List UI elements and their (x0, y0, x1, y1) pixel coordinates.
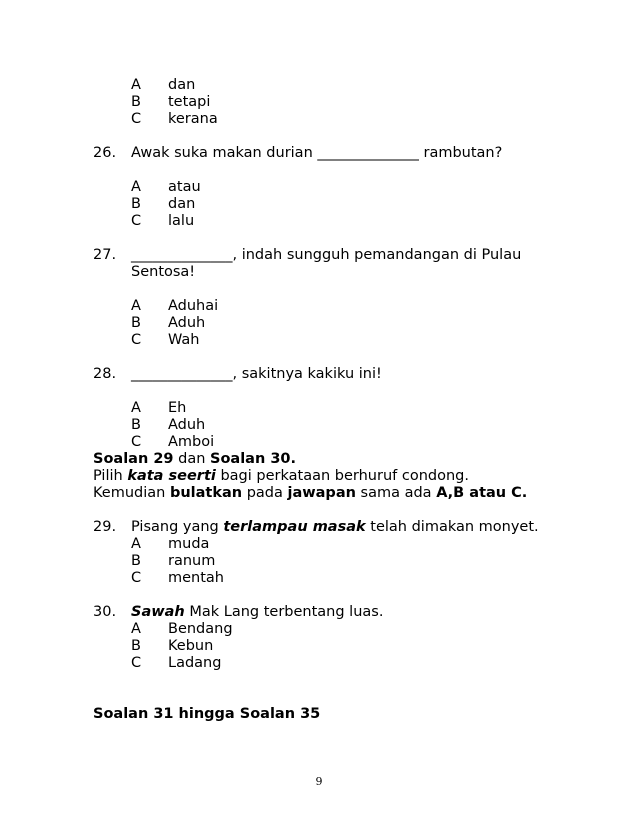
question-text (131, 604, 383, 621)
option-letter: C (131, 570, 142, 586)
option-letter: A (131, 536, 141, 552)
instruction-part: Kemudian (93, 485, 170, 501)
option-text: Eh (168, 400, 187, 416)
question-text: Awak suka makan durian ______________ rambutan? (131, 145, 503, 161)
instruction-part: jawapan (287, 485, 356, 501)
option-text: muda (168, 536, 210, 552)
question-part: Sawah (131, 604, 185, 620)
option-letter: A (131, 400, 141, 416)
option-letter: B (131, 417, 141, 433)
option-letter: C (131, 332, 142, 348)
option-text: ranum (168, 553, 216, 569)
instruction-part: kata seerti (127, 468, 216, 484)
option-letter: B (131, 315, 141, 331)
instruction-part: bulatkan (169, 485, 243, 501)
instruction-part: Pilih (93, 468, 128, 484)
instruction-part: A,B atau C. (436, 485, 528, 501)
question-part: terlampau masak (223, 519, 366, 535)
option-text: dan (168, 77, 196, 93)
option-letter: A (131, 621, 141, 637)
question-number: 28. (93, 366, 117, 382)
question-number: 29. (93, 519, 117, 535)
question-text: ______________, sakitnya kakiku ini! (131, 366, 382, 382)
option-text: Kebun (168, 638, 214, 654)
option-letter: C (131, 655, 142, 671)
question-text-line1: ______________, indah sungguh pemandangan di Pulau (131, 247, 522, 263)
option-text: tetapi (168, 94, 211, 110)
option-text: Aduhai (168, 298, 219, 314)
option-text: lalu (168, 213, 195, 229)
option-letter: B (131, 196, 141, 212)
option-letter: B (131, 638, 141, 654)
question-part: Mak Lang terbentang luas. (184, 604, 384, 620)
option-text: Aduh (168, 417, 206, 433)
option-letter: A (131, 179, 141, 195)
option-text: Wah (168, 332, 200, 348)
instruction-part: sama ada (355, 485, 437, 501)
question-text-line2: Sentosa! (131, 264, 196, 280)
question-text (131, 519, 539, 536)
option-text: Amboi (168, 434, 215, 450)
section-heading: Soalan 31 hingga Soalan 35 (93, 706, 321, 722)
heading-part: Soalan 29 (93, 451, 174, 467)
instruction-part: pada (242, 485, 288, 501)
question-number: 26. (93, 145, 117, 161)
heading-part: Soalan 30. (210, 451, 297, 467)
page-number: 9 (315, 775, 323, 788)
question-part: telah dimakan monyet. (365, 519, 539, 535)
option-letter: C (131, 213, 142, 229)
option-text: kerana (168, 111, 218, 127)
option-text: dan (168, 196, 196, 212)
question-part: Pisang yang (131, 519, 224, 535)
option-letter: C (131, 434, 142, 450)
option-letter: A (131, 298, 141, 314)
option-letter: B (131, 94, 141, 110)
instruction-line (93, 468, 469, 485)
option-text: Bendang (168, 621, 233, 637)
option-text: Ladang (168, 655, 222, 671)
question-number: 27. (93, 247, 117, 263)
option-text: Aduh (168, 315, 206, 331)
option-letter: B (131, 553, 141, 569)
heading-part: dan (173, 451, 210, 467)
option-letter: C (131, 111, 142, 127)
option-text: atau (168, 179, 201, 195)
instruction-line (93, 485, 527, 502)
instruction-part: bagi perkataan berhuruf condong. (215, 468, 469, 484)
question-number: 30. (93, 604, 117, 620)
option-text: mentah (168, 570, 224, 586)
option-letter: A (131, 77, 141, 93)
section-heading (93, 451, 296, 468)
